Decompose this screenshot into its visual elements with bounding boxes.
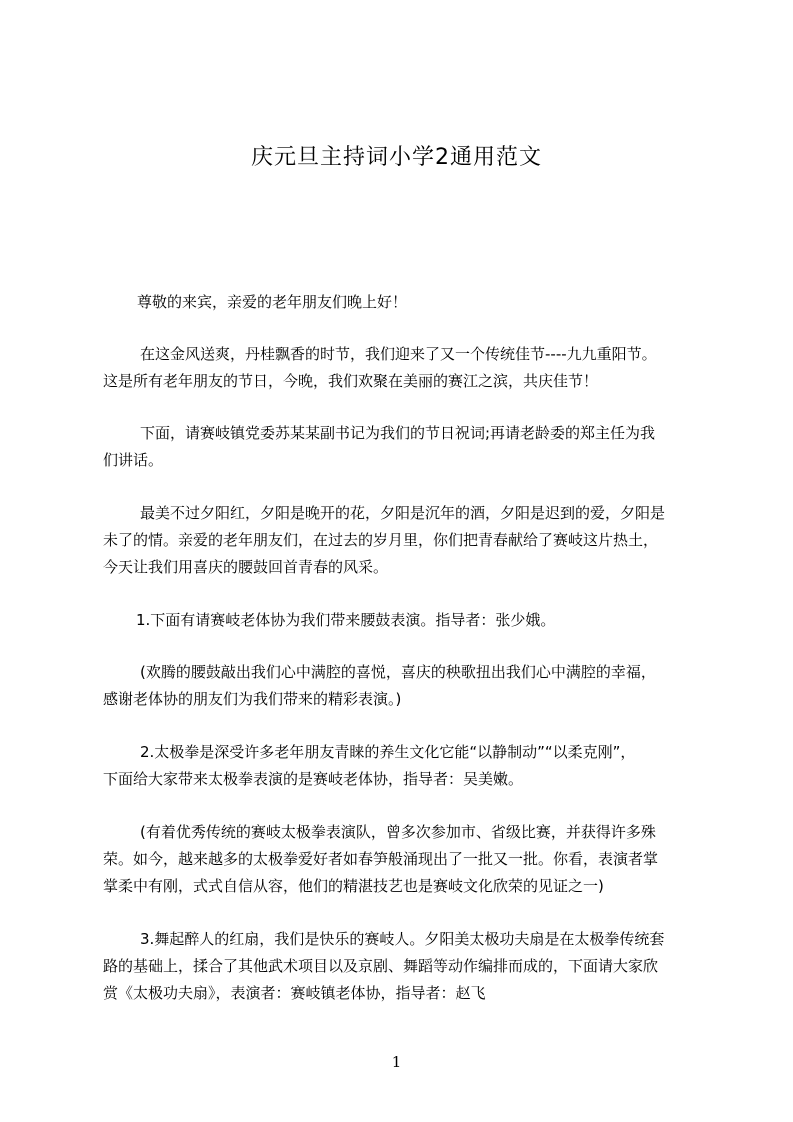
text-line: 3.舞起醉人的红扇，我们是快乐的赛岐人。夕阳美太极功夫扇是在太极拳传统套	[140, 930, 665, 948]
text-line: 路的基础上，揉合了其他武术项目以及京剧、舞蹈等动作编排而成的，下面请大家欣	[103, 957, 659, 975]
text-line: (欢腾的腰鼓敲出我们心中满腔的喜悦，喜庆的秧歌扭出我们心中满腔的幸福，	[140, 663, 656, 681]
paragraph-program-2-note	[103, 819, 703, 900]
paragraph-program-3	[103, 926, 703, 1007]
text-line: 下面，请赛岐镇党委苏某某副书记为我们的节日祝词;再请老龄委的郑主任为我	[140, 424, 656, 442]
text-line: 们讲话。	[103, 451, 164, 469]
paragraph-program-1-note	[103, 659, 703, 713]
text-line: 尊敬的来宾，亲爱的老年朋友们晚上好！	[137, 293, 408, 311]
text-line: 下面给大家带来太极拳表演的是赛岐老体协，指导者：吴美嫩。	[103, 770, 524, 788]
text-line: 在这金风送爽，丹桂飘香的时节，我们迎来了又一个传统佳节----九九重阳节。	[140, 345, 657, 363]
text-line: 1.下面有请赛岐老体协为我们带来腰鼓表演。指导者：张少娥。	[136, 611, 556, 629]
text-line: 今天让我们用喜庆的腰鼓回首青春的风采。	[103, 558, 389, 576]
paragraph-sunset	[103, 500, 703, 581]
paragraph-program-2	[103, 739, 703, 793]
paragraph-speech	[103, 420, 703, 474]
text-line: 这是所有老年朋友的节日，今晚，我们欢聚在美丽的赛江之滨，共庆佳节！	[103, 372, 599, 390]
text-line: 感谢老体协的朋友们为我们带来的精彩表演。)	[103, 690, 402, 708]
text-line: 未了的情。亲爱的老年朋友们，在过去的岁月里，你们把青春献给了赛岐这片热土，	[103, 531, 659, 549]
text-line: 2.太极拳是深受许多老年朋友青睐的养生文化它能“以静制动”“以柔克刚”，	[140, 743, 636, 761]
text-line: 掌柔中有刚，式式自信从容，他们的精湛技艺也是赛岐文化欣荣的见证之一)	[103, 877, 604, 895]
paragraph-greeting	[103, 289, 703, 316]
page-number: 1	[391, 1053, 402, 1071]
paragraph-program-1	[103, 607, 703, 634]
text-line: 荣。如今，越来越多的太极拳爱好者如春笋般涌现出了一批又一批。你看，表演者掌	[103, 850, 659, 868]
text-line: (有着优秀传统的赛岐太极拳表演队，曾多次参加市、省级比赛，并获得许多殊	[140, 823, 656, 841]
paragraph-intro	[103, 341, 703, 395]
text-line: 赏《太极功夫扇》，表演者：赛岐镇老体协，指导者：赵飞	[103, 984, 486, 1002]
text-line: 最美不过夕阳红，夕阳是晚开的花，夕阳是沉年的酒，夕阳是迟到的爱，夕阳是	[140, 504, 666, 522]
document-title: 庆元旦主持词小学2通用范文	[251, 145, 542, 170]
